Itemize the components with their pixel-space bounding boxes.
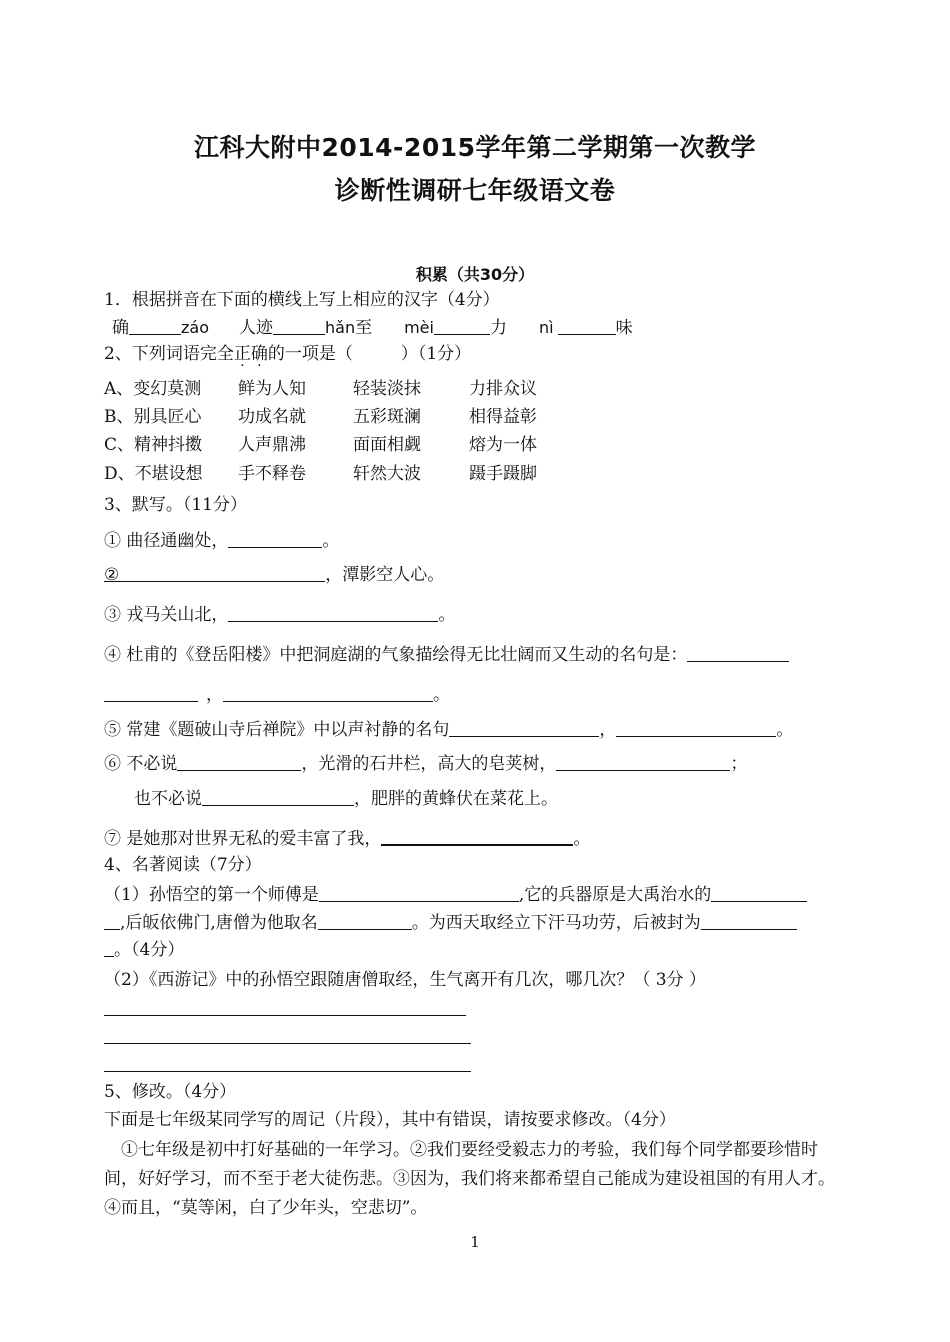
q4-blank-2b[interactable] [104,912,120,930]
q3-line5-text: ⑤ 常建《题破山寺后禅院》中以声衬静的名句 [104,720,450,740]
q2-option-b [104,402,537,427]
q3-line5-end: 。 [776,720,794,740]
q4-part1-text-a: （1）孙悟空的第一个师傅是 [104,885,319,905]
q3-line6-text-b: ，光滑的石井栏，高大的皂荚树， [301,754,557,774]
q3-line6-cont [134,788,558,810]
q4-stem: 4、名著阅读（7分） [104,855,262,875]
q2-option-c-word3: 面面相觑 [353,435,421,455]
q2-stem-part-b: 的一项是（ [267,344,353,364]
q4-part1-text-b: ,它的兵器原是大禹治水的 [518,885,712,905]
q3-line6-text-c: 也不必说 [134,789,202,809]
q1-item2-prefix: 人迹 [239,318,273,338]
q2-option-a-word4: 力排众议 [469,379,537,399]
q2-option-b-word3: 五彩斑澜 [353,407,421,427]
q1-item3-suffix: 力 [489,318,507,338]
q2-option-a-word2: 鲜为人知 [238,379,306,399]
q3-blank-6c[interactable] [202,788,354,806]
q3-blank-4a[interactable] [687,644,789,662]
q5-intro: 下面是七年级某同学写的周记（片段），其中有错误，请按要求修改。（4分） [104,1110,676,1130]
q4-part1-score: 。（4分） [114,940,185,960]
q2-stem [104,343,471,365]
q3-line1-end: 。 [322,531,340,551]
q3-line5-comma: ， [599,720,617,740]
section-heading: 积累（共30分） [415,265,535,284]
q3-blank-4b[interactable] [104,684,198,702]
q3-line2 [104,564,444,586]
q1-blank-1[interactable] [129,317,181,335]
q2-option-a [104,374,537,399]
q4-part1-text-d: 。为西天取经立下汗马功劳，后被封为 [411,913,701,933]
exam-title-line1: 江科大附中2014-2015学年第二学期第一次教学 [193,133,757,162]
q3-line7 [104,827,590,850]
q3-line6 [104,753,747,775]
q4-part1-line1 [104,884,807,906]
q3-line3 [104,604,455,626]
q2-option-b-word1: B、别具匠心 [104,407,202,427]
q2-option-c-word2: 人声鼎沸 [238,435,306,455]
q3-blank-2[interactable] [119,564,325,582]
q2-stem-part-c: ）（1分） [400,344,472,364]
q2-option-d-word2: 手不释卷 [238,464,306,484]
q3-line4-comma: ， [206,685,223,705]
q1-blank-2[interactable] [273,317,325,335]
q3-line2-text: ，潭影空人心。 [325,565,445,585]
q4-part1-line3 [104,939,184,961]
q3-blank-5a[interactable] [449,719,599,737]
q2-option-b-word2: 功成名就 [238,407,306,427]
q1-blank-3[interactable] [434,317,490,335]
q3-blank-5b[interactable] [616,719,776,737]
q2-option-d [104,459,537,484]
q3-line6-end: ； [730,754,748,774]
q1-blank-4[interactable] [558,317,616,335]
q2-option-d-word4: 蹑手蹑脚 [469,464,537,484]
q3-blank-4c[interactable] [223,684,433,702]
q3-line5 [104,719,793,741]
q4-part1-text-c: ,后皈依佛门,唐僧为他取名 [120,913,318,933]
q3-blank-1[interactable] [228,530,322,548]
page-number: 1 [470,1233,480,1251]
q3-line7-text: ⑦ 是她那对世界无私的爱丰富了我， [104,829,382,849]
q3-blank-3[interactable] [228,604,438,622]
q2-option-c-word1: C、精神抖擞 [104,435,203,455]
q4-blank-1[interactable] [319,884,519,902]
q5-passage: ①七年级是初中打好基础的一年学习。②我们要经受毅志力的考验，我们每个同学都要珍惜时间，好好学习，而不至于老大徒伤悲。③因为，我们将来都希望自己能成为建设祖国的有用人才。④而且，“莫等闲，白了少年头，空悲切”。 [104,1140,835,1218]
q2-option-d-word1: D、不堪设想 [104,464,203,484]
q3-line4-end: 。 [433,685,450,705]
q1-pinyin-4: nì [538,318,554,337]
q1-items [112,317,633,339]
q2-stem-part-a: 2、下列词语完全 [104,344,234,364]
q2-option-d-word3: 轩然大波 [353,464,421,484]
q1-item4-suffix: 味 [615,318,633,338]
q3-line6-text-a: ⑥ 不必说 [104,754,178,774]
q2-option-c-word4: 熔为一体 [469,435,537,455]
q2-stem-emphasis-1: 正 [233,344,251,364]
q3-line1-text: ① 曲径通幽处， [104,531,229,551]
q3-blank-6a[interactable] [177,753,301,771]
exam-title-line2: 诊断性调研七年级语文卷 [334,176,616,205]
q4-part2-question: （2）《西游记》中的孙悟空跟随唐僧取经，生气离开有几次，哪几次？（ 3分 ） [104,970,706,990]
q1-pinyin-1: záo [181,318,209,337]
q3-line7-end: 。 [573,829,591,849]
q4-blank-4a[interactable] [701,912,797,930]
q1-stem: 1．根据拼音在下面的横线上写上相应的汉字（4分） [104,290,500,310]
q4-blank-2a[interactable] [711,884,807,902]
q3-stem: 3、默写。（11分） [104,495,247,515]
q5-stem: 5、修改。（4分） [104,1082,237,1102]
q3-blank-6b[interactable] [556,753,730,771]
q4-part1-line2 [104,912,797,934]
q1-pinyin-2: hǎn [325,318,356,337]
q3-line2-number: ② [104,565,120,585]
q3-line3-text: ③ 戎马关山北， [104,605,229,625]
q4-answer-line-3[interactable] [104,1071,471,1072]
q1-item1-prefix: 确 [112,318,129,338]
q4-answer-line-2[interactable] [104,1043,471,1044]
q2-option-c [104,430,537,455]
q1-pinyin-3: mèi [404,318,434,337]
q3-line3-end: 。 [438,605,456,625]
q4-answer-line-1[interactable] [104,1015,466,1016]
q4-blank-4b[interactable] [104,939,114,957]
q2-option-a-word3: 轻装淡抹 [353,379,421,399]
q2-option-a-word1: A、变幻莫测 [104,379,202,399]
q3-line1 [104,530,339,552]
q2-stem-emphasis-2: 确 [250,344,268,364]
q1-item2-suffix: 至 [355,318,373,338]
q3-line4-text: ④ 杜甫的《登岳阳楼》中把洞庭湖的气象描绘得无比壮阔而又生动的名句是： [104,645,688,665]
q3-blank-7[interactable] [381,827,573,846]
q3-line4 [104,644,789,666]
q2-option-b-word4: 相得益彰 [469,407,537,427]
q3-line6-text-d: ，肥胖的黄蜂伏在菜花上。 [354,789,558,809]
q3-line4-cont [104,684,450,706]
q4-blank-3[interactable] [318,912,412,930]
